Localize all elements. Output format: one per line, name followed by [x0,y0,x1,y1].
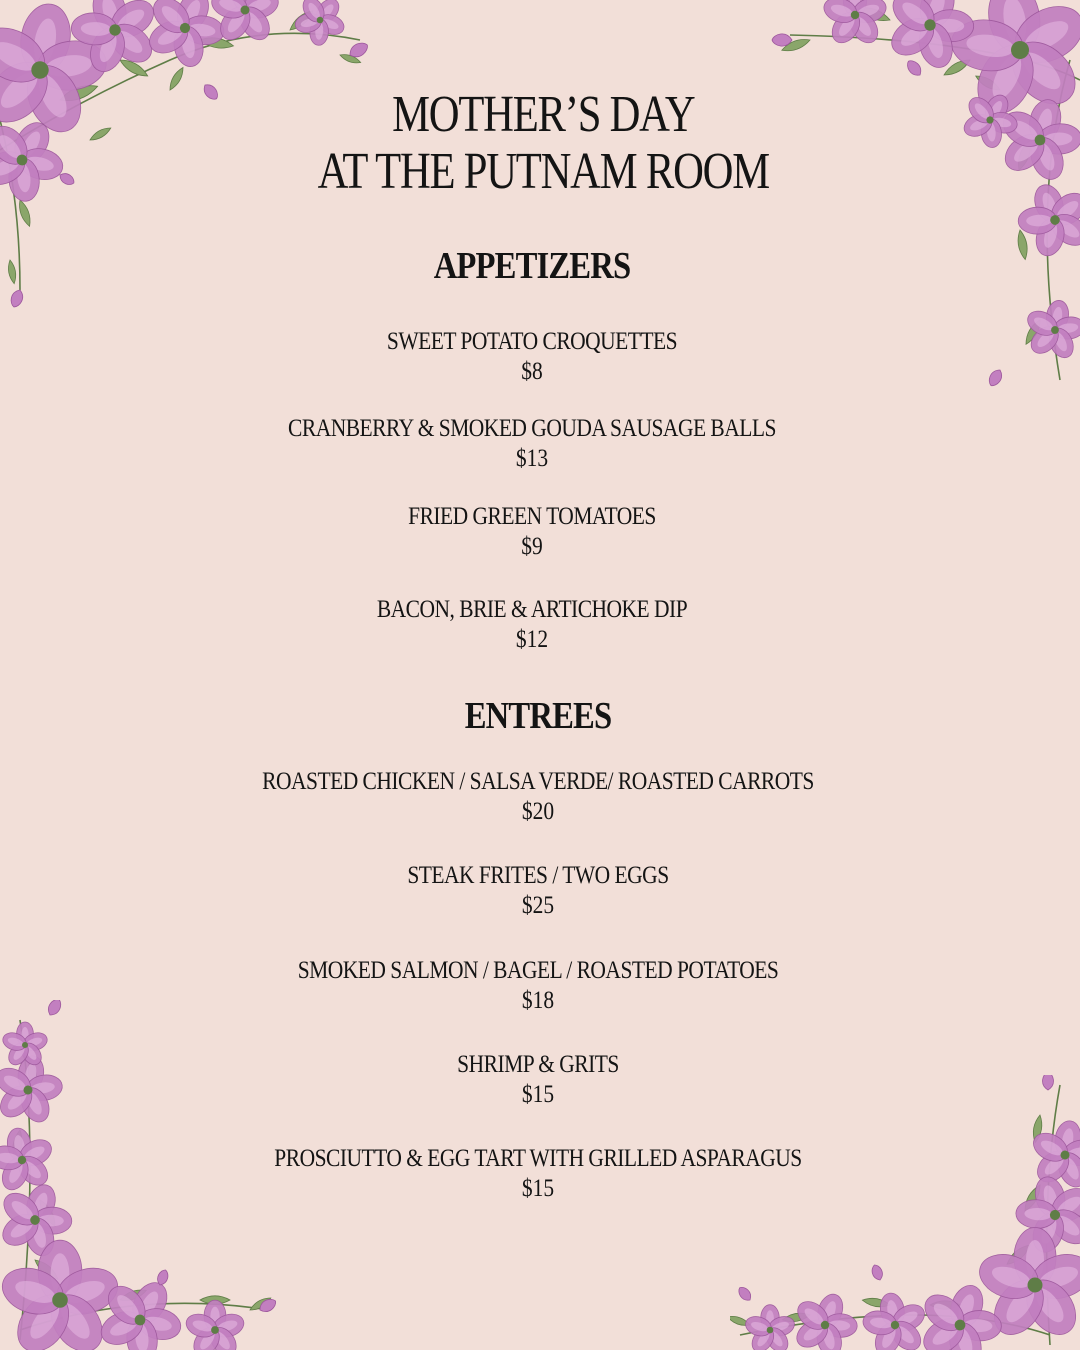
item-price: $9 [521,533,543,560]
menu-item [0,767,1078,827]
item-name: ROASTED CHICKEN / SALSA VERDE/ ROASTED CARROTS [262,768,814,795]
item-name: SMOKED SALMON / BAGEL / ROASTED POTATOES [297,957,779,984]
menu-item [0,956,1078,1016]
item-name: PROSCIUTTO & EGG TART WITH GRILLED ASPARAGUS [274,1145,802,1172]
item-price: $15 [521,1081,555,1108]
item-price: $15 [521,1175,555,1202]
item-price: $12 [515,626,549,653]
page-title [100,86,986,200]
item-price: $18 [521,987,555,1014]
item-name: STEAK FRITES / TWO EGGS [407,862,669,889]
item-price: $20 [521,798,555,825]
menu-item [0,1050,1078,1110]
item-name: SWEET POTATO CROQUETTES [386,328,678,355]
item-price: $8 [521,358,543,385]
menu-item [0,414,1072,474]
menu-item [0,595,1072,655]
item-price: $13 [515,445,549,472]
item-price: $25 [521,892,555,919]
item-name: CRANBERRY & SMOKED GOUDA SAUSAGE BALLS [288,415,776,442]
menu-item [0,502,1072,562]
menu-item [0,327,1072,387]
title-line-2: AT THE PUTNAM ROOM [317,143,769,200]
item-name: FRIED GREEN TOMATOES [408,503,656,530]
appetizers-heading: APPETIZERS [433,245,631,287]
item-name: SHRIMP & GRITS [457,1051,619,1078]
item-name: BACON, BRIE & ARTICHOKE DIP [376,596,688,623]
menu-item [0,861,1078,921]
entrees-heading: ENTREES [464,695,612,737]
title-line-1: MOTHER’S DAY [392,86,695,143]
menu-item [0,1144,1078,1204]
